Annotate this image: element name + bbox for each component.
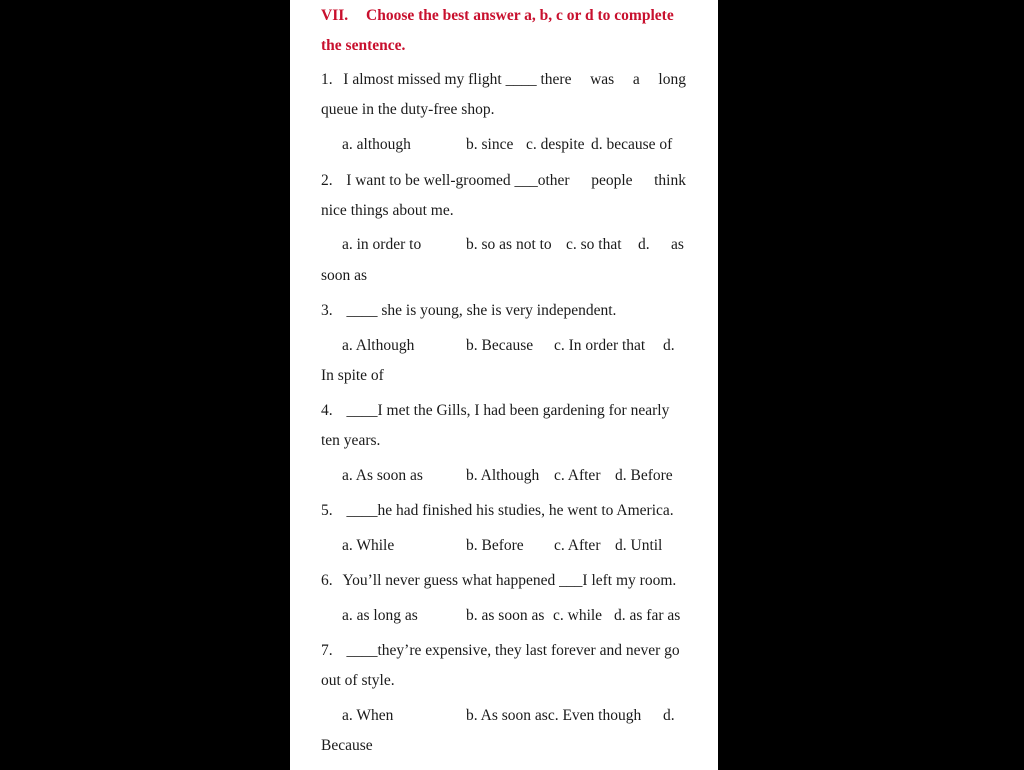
question-number: 3. <box>321 302 333 319</box>
section-number: VII. <box>321 7 349 24</box>
section-instruction-continued: the sentence. <box>321 37 406 54</box>
question-number: 2. <box>321 172 333 189</box>
question-7-stem <box>321 641 680 661</box>
option-d: d. <box>638 236 650 253</box>
question-1-stem <box>321 70 686 90</box>
section-instruction: Choose the best answer a, b, c or d to complete <box>366 7 674 24</box>
option-c: c. After <box>554 467 601 484</box>
option-c: c. while <box>553 607 603 624</box>
option-d-continued: soon as <box>321 267 368 284</box>
question-text: You’ll never guess what happened ___I left my room. <box>342 572 677 589</box>
option-d: d. Before <box>615 467 673 484</box>
question-7-stem-continued: out of style. <box>321 672 395 689</box>
section-heading <box>321 6 674 26</box>
option-c: c. so that <box>566 236 622 253</box>
option-a: a. As soon as <box>342 467 423 484</box>
option-d-continued: Because <box>321 737 373 754</box>
option-a: a. While <box>342 537 395 554</box>
question-text: think <box>654 172 686 189</box>
option-d: d. <box>663 337 675 354</box>
question-3-stem <box>321 301 616 321</box>
option-a: a. Although <box>342 337 415 354</box>
question-text: was <box>590 71 615 88</box>
question-text: I want to be well-groomed ___other <box>346 172 570 189</box>
option-d: d. as far as <box>614 607 681 624</box>
question-text: people <box>591 172 633 189</box>
question-6-stem <box>321 571 676 591</box>
question-4-stem-continued: ten years. <box>321 432 381 449</box>
question-5-stem <box>321 501 674 521</box>
option-d: d. because of <box>591 136 673 153</box>
question-1-stem-continued: queue in the duty-free shop. <box>321 101 495 118</box>
question-text: ____they’re expensive, they last forever and never go <box>346 642 680 659</box>
option-a: a. in order to <box>342 236 422 253</box>
option-b: b. Although <box>466 467 540 484</box>
option-b: b. so as not to <box>466 236 552 253</box>
option-b: b. Because <box>466 337 534 354</box>
question-text: a <box>632 71 640 88</box>
question-text: ____he had finished his studies, he went to America. <box>346 502 674 519</box>
question-4-stem <box>321 401 669 421</box>
question-text: I almost missed my flight ____ there <box>343 71 572 88</box>
question-text: ____I met the Gills, I had been gardening for nearly <box>346 402 670 419</box>
option-d: d. <box>663 707 675 724</box>
question-text: long <box>658 71 686 88</box>
question-number: 1. <box>321 71 333 88</box>
worksheet-page <box>290 0 718 770</box>
question-number: 6. <box>321 572 333 589</box>
option-d: d. Until <box>615 537 663 554</box>
question-number: 7. <box>321 642 333 659</box>
option-b: b. Before <box>466 537 524 554</box>
question-number: 4. <box>321 402 333 419</box>
option-c: c. After <box>554 537 601 554</box>
option-b: b. As soon asc. Even though <box>466 707 642 724</box>
option-b: b. as soon as <box>466 607 545 624</box>
question-number: 5. <box>321 502 333 519</box>
option-a: a. although <box>342 136 411 153</box>
option-c: c. In order that <box>554 337 646 354</box>
question-text: ____ she is young, she is very independent. <box>346 302 617 319</box>
option-d-continued: In spite of <box>321 367 384 384</box>
option-d-text: as <box>671 236 684 253</box>
question-2-stem <box>321 171 686 191</box>
option-a: a. as long as <box>342 607 418 624</box>
option-a: a. When <box>342 707 394 724</box>
option-c: c. despite <box>526 136 585 153</box>
option-b: b. since <box>466 136 514 153</box>
question-2-stem-continued: nice things about me. <box>321 202 454 219</box>
